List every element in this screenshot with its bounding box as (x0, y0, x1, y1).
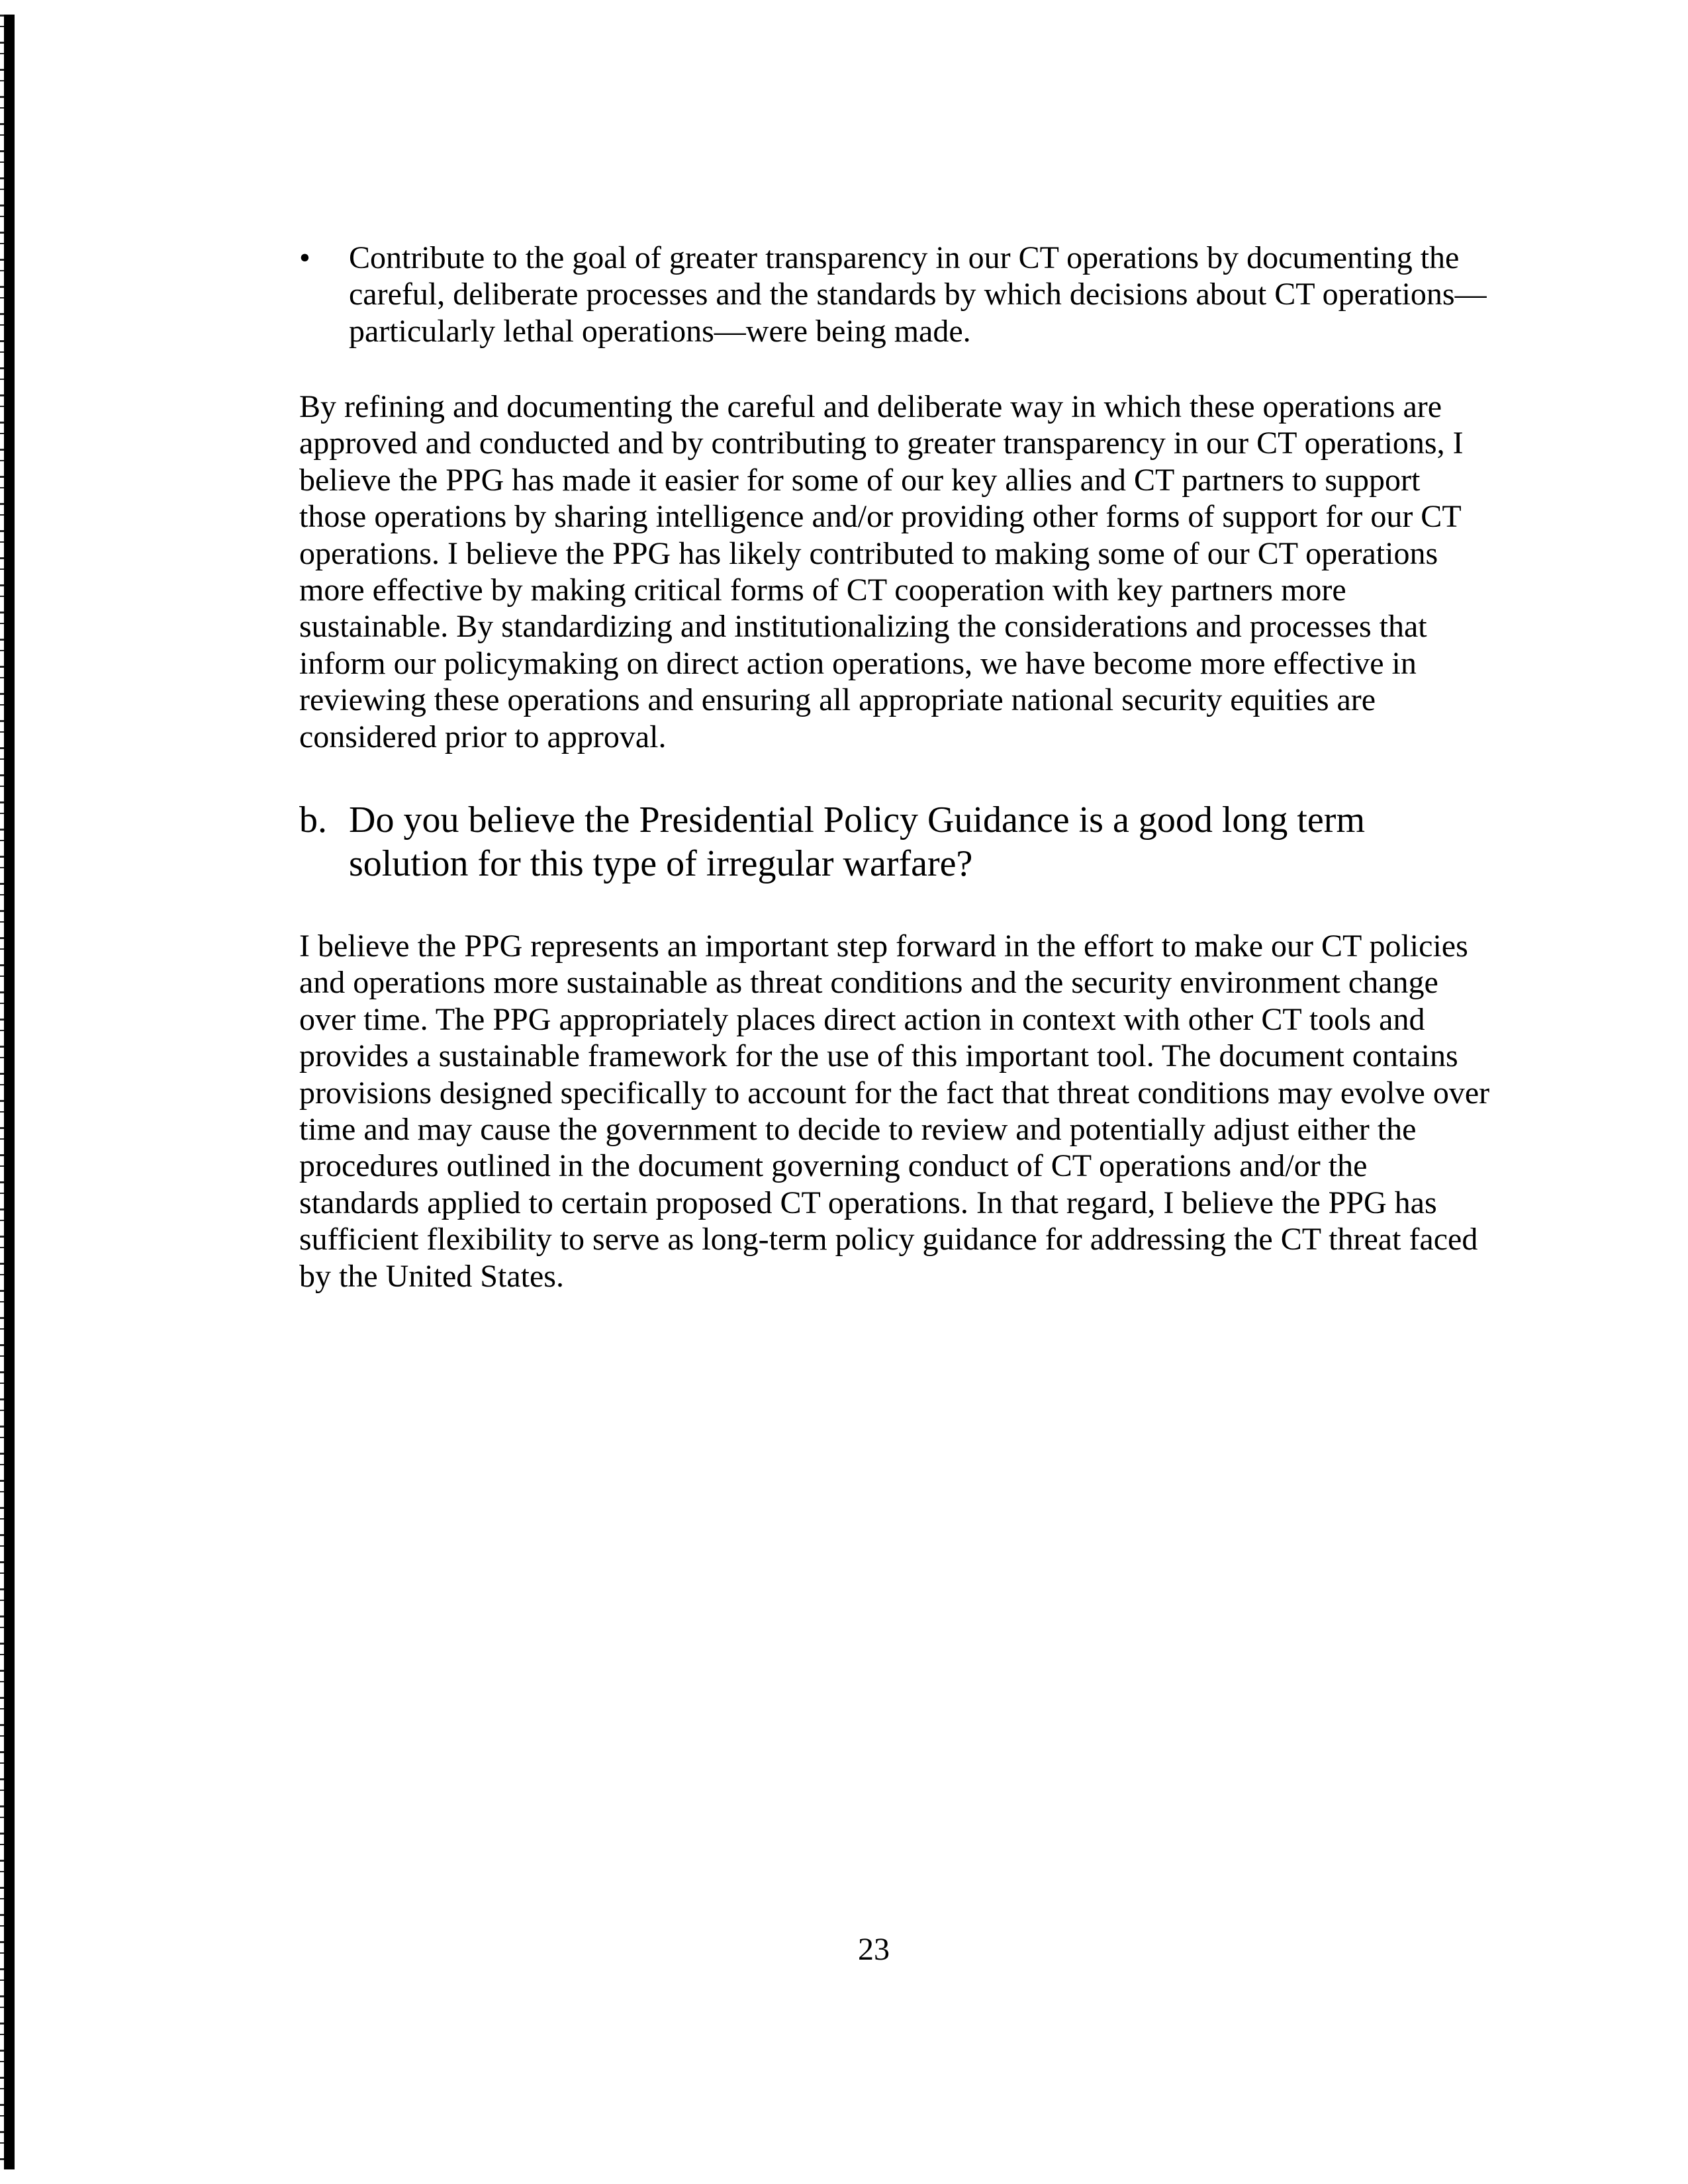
paragraph-ppg-long-term (299, 928, 1489, 1295)
bullet-line: particularly lethal operations—were being made. (349, 313, 971, 349)
paragraph-line: operations. I believe the PPG has likely contributed to making some of our CT operations (299, 535, 1438, 571)
paragraph-line: provisions designed specifically to account for the fact that threat conditions may evolve over (299, 1075, 1490, 1111)
question-text: Do you believe the Presidential Policy Guidance is a good long term (349, 799, 1365, 841)
paragraph-line: inform our policymaking on direct action operations, we have become more effective in (299, 645, 1417, 681)
paragraph-line: approved and conducted and by contributing to greater transparency in our CT operations, I (299, 426, 1464, 461)
paragraph-line: I believe the PPG represents an important step forward in the effort to make our CT policies (299, 929, 1468, 964)
scan-edge-border (4, 15, 15, 2169)
bullet-line: Contribute to the goal of greater transparency in our CT operations by documenting the (349, 240, 1460, 275)
paragraph-line: sufficient flexibility to serve as long-term policy guidance for addressing the CT threat faced (299, 1222, 1478, 1257)
question-marker: b. (299, 799, 327, 841)
question-heading (299, 798, 1365, 886)
paragraph-line: believe the PPG has made it easier for some of our key allies and CT partners to support (299, 462, 1421, 498)
bullet-icon: • (299, 240, 310, 275)
paragraph-line: By refining and documenting the careful and deliberate way in which these operations are (299, 389, 1442, 424)
paragraph-line: by the United States. (299, 1258, 564, 1294)
paragraph-line: those operations by sharing intelligence and/or providing other forms of support for our CT (299, 499, 1462, 535)
paragraph-ppg-effectiveness (299, 388, 1464, 755)
paragraph-line: procedures outlined in the document governing conduct of CT operations and/or the (299, 1148, 1368, 1184)
paragraph-line: sustainable. By standardizing and institutionalizing the considerations and processes that (299, 609, 1427, 645)
bullet-item (349, 240, 1487, 349)
paragraph-line: considered prior to approval. (299, 719, 667, 754)
paragraph-line: over time. The PPG appropriately places direct action in context with other CT tools and (299, 1001, 1425, 1037)
question-text: solution for this type of irregular warfare? (349, 843, 973, 884)
question-heading-line (299, 798, 1365, 842)
paragraph-line: time and may cause the government to decide to review and potentially adjust either the (299, 1111, 1417, 1147)
paragraph-line: and operations more sustainable as threat conditions and the security environment change (299, 965, 1438, 1001)
paragraph-line: standards applied to certain proposed CT operations. In that regard, I believe the PPG has (299, 1185, 1437, 1220)
page-number: 23 (858, 1932, 890, 1967)
paragraph-line: more effective by making critical forms of CT cooperation with key partners more (299, 572, 1346, 608)
paragraph-line: reviewing these operations and ensuring all appropriate national security equities are (299, 682, 1376, 718)
paragraph-line: provides a sustainable framework for the use of this important tool. The document contains (299, 1038, 1458, 1074)
bullet-line: careful, deliberate processes and the standards by which decisions about CT operations— (349, 277, 1487, 312)
question-heading-line (299, 842, 1365, 886)
